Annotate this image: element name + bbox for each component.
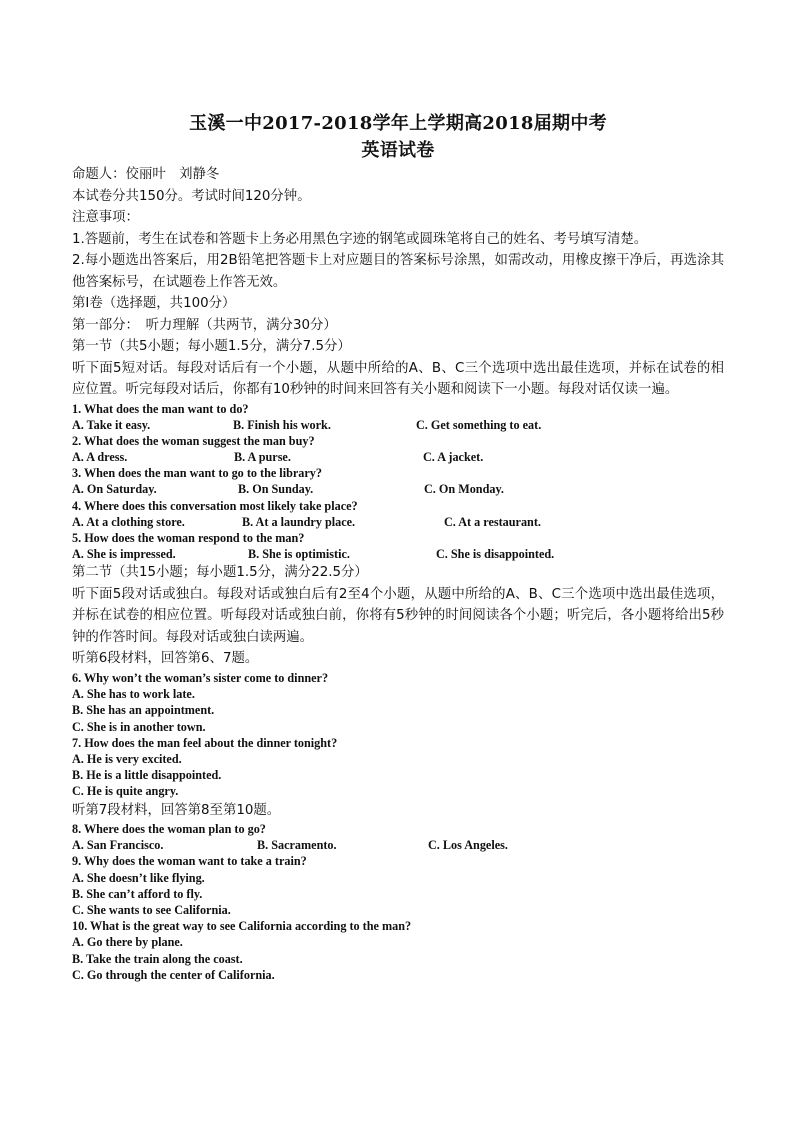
question-group-1 — [72, 401, 724, 563]
note-1: 1.答题前，考生在试卷和答题卡上务必用黑色字迹的钢笔或圆珠笔将自己的姓名、考号填写清楚。 — [72, 231, 648, 247]
material-7-heading: 听第7段材料，回答第8至第10题。 — [72, 802, 281, 818]
option-a: A. She doesn’t like flying. — [72, 870, 205, 885]
option-c: C. Get something to eat. — [416, 417, 542, 432]
question-2: 2. What does the woman suggest the man buy? — [72, 433, 315, 448]
exam-page — [72, 110, 724, 983]
question-9: 9. Why does the woman want to take a train? — [72, 854, 307, 869]
question-group-2 — [72, 670, 724, 800]
option-b: B. She is optimistic. — [248, 547, 350, 562]
question-6: 6. Why won’t the woman’s sister come to dinner? — [72, 670, 329, 685]
volume-1-heading: 第Ⅰ卷（选择题，共100分） — [72, 296, 236, 311]
option-c: C. She is in another town. — [72, 719, 206, 734]
option-a: A. She is impressed. — [72, 547, 176, 562]
option-b: B. At a laundry place. — [242, 514, 356, 529]
section-1-instructions: 听下面5短对话。每段对话后有一个小题，从题中所给的A、B、C三个选项中选出最佳选项，并标在试卷的相应位置。听完每段对话后，你都有10秒钟的时间来回答有关小题和阅读下一小题。每段对话仅读一遍。 — [72, 360, 724, 397]
question-1: 1. What does the man want to do? — [72, 401, 249, 416]
question-4: 4. Where does this conversation most likely take place? — [72, 498, 358, 513]
option-a: A. On Saturday. — [72, 482, 157, 497]
question-8: 8. Where does the woman plan to go? — [72, 822, 266, 837]
option-a: A. Take it easy. — [72, 417, 151, 432]
section-2-heading: 第二节（共15小题；每小题1.5分，满分22.5分） — [72, 565, 368, 581]
part-1-heading: 第一部分： 听力理解（共两节，满分30分） — [72, 317, 337, 333]
exam-title: 玉溪一中2017-2018学年上学期高2018届期中考 — [189, 113, 607, 134]
option-a: A. He is very excited. — [72, 751, 182, 766]
option-b: B. She has an appointment. — [72, 703, 215, 718]
option-a: A. San Francisco. — [72, 838, 164, 853]
option-c: C. He is quite angry. — [72, 784, 179, 799]
section-1-heading: 第一节（共5小题；每小题1.5分，满分7.5分） — [72, 339, 351, 354]
option-b: B. Take the train along the coast. — [72, 951, 243, 966]
option-b: B. Sacramento. — [257, 838, 337, 853]
authors-line: 命题人：佼丽叶 刘静冬 — [72, 167, 220, 182]
notes-heading: 注意事项： — [72, 210, 139, 225]
option-a: A. She has to work late. — [72, 687, 195, 702]
option-b: B. She can’t afford to fly. — [72, 886, 203, 901]
question-4-options — [72, 514, 724, 530]
option-c: C. She is disappointed. — [436, 547, 555, 562]
question-3-options — [72, 481, 724, 497]
score-time-line: 本试卷分共150分。考试时间120分钟。 — [72, 188, 311, 204]
option-c: C. On Monday. — [424, 482, 504, 497]
question-3: 3. When does the man want to go to the library? — [72, 466, 322, 481]
question-8-options — [72, 837, 724, 853]
question-10: 10. What is the great way to see California according to the man? — [72, 919, 412, 934]
option-c: C. A jacket. — [423, 450, 484, 465]
option-b: B. He is a little disappointed. — [72, 768, 222, 783]
note-2: 2.每小题选出答案后，用2B铅笔把答题卡上对应题目的答案标号涂黑，如需改动，用橡皮擦干净后，再选涂其他答案标号，在试题卷上作答无效。 — [72, 253, 724, 290]
option-a: A. At a clothing store. — [72, 514, 185, 529]
question-7: 7. How does the man feel about the dinner tonight? — [72, 735, 338, 750]
option-b: B. Finish his work. — [233, 417, 331, 432]
question-5-options — [72, 546, 724, 562]
option-b: B. A purse. — [234, 450, 291, 465]
material-6-heading: 听第6段材料，回答第6、7题。 — [72, 651, 259, 667]
option-c: C. Go through the center of California. — [72, 967, 275, 982]
option-b: B. On Sunday. — [238, 482, 314, 497]
option-c: C. At a restaurant. — [444, 514, 541, 529]
question-1-options — [72, 417, 724, 433]
question-group-3 — [72, 821, 724, 983]
question-2-options — [72, 449, 724, 465]
exam-subtitle: 英语试卷 — [361, 140, 435, 161]
option-c: C. Los Angeles. — [428, 838, 508, 853]
question-5: 5. How does the woman respond to the man? — [72, 531, 305, 546]
option-a: A. A dress. — [72, 450, 128, 465]
option-c: C. She wants to see California. — [72, 903, 231, 918]
section-2-instructions: 听下面5段对话或独白。每段对话或独白后有2至4个小题，从题中所给的A、B、C三个选项中选出最佳选项，并标在试卷的相应位置。听每段对话或独白前，你将有5秒钟的时间阅读各个小题；听完后，各小题将给出5秒钟的作答时间。每段对话或独白读两遍。 — [72, 586, 724, 645]
option-a: A. Go there by plane. — [72, 935, 183, 950]
